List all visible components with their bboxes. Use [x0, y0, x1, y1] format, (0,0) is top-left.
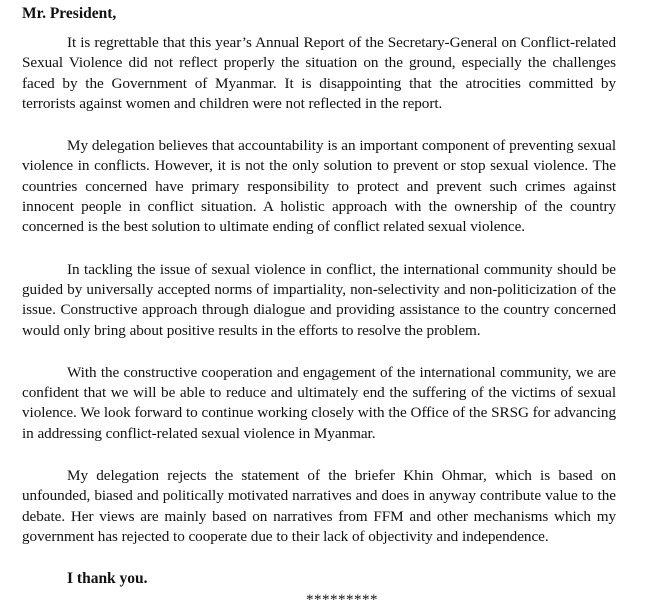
paragraph-accountability: My delegation believes that accountability is an important component of preventing sexual violence in conflicts. However, it is not the only solution to prevent or stop sexual violence. The countries concerned have primary responsibility to protect and prevent such crimes against innocent people in conflict situation. A holistic approach with the ownership of the country concerned is the best solution to ultimate ending of conflict related sexual violence. — [22, 137, 616, 236]
paragraph-report-concerns: It is regrettable that this year’s Annual Report of the Secretary-General on Conflict-related Sexual Violence did not reflect properly the situation on the ground, especially the challenges faced by the Government of Myanmar. It is disappointing that the atrocities committed by terrorists against women and children were not reflected in the report. — [22, 34, 616, 112]
paragraph-cooperation: With the constructive cooperation and engagement of the international community, we are confident that we will be able to reduce and ultimately end the suffering of the victims of sexual violence. We look forward to continue working closely with the Office of the SRSG for advancing in addressing conflict-related sexual violence in Myanmar. — [22, 363, 616, 442]
closing-line: I thank you. — [67, 570, 148, 588]
paragraph-rejection: My delegation rejects the statement of the briefer Khin Ohmar, which is based on unfounded, biased and politically motivated narratives and does in anyway contribute value to the debate. Her views are mainly based on narratives from FFM and other mechanisms which my government has rejected to cooperate due to their lack of objectivity and independence. — [22, 467, 616, 545]
salutation: Mr. President, — [22, 5, 117, 22]
statement-document — [22, 4, 616, 589]
paragraph-impartiality: In tackling the issue of sexual violence in conflict, the international community should be guided by universally accepted norms of impartiality, non-selectivity and non-politicization of the issue. Constructive approach through dialogue and providing assistance to the country concerned would only bring about positive results in the efforts to resolve the problem. — [22, 260, 616, 339]
end-of-document-mark: ********* — [306, 592, 378, 608]
